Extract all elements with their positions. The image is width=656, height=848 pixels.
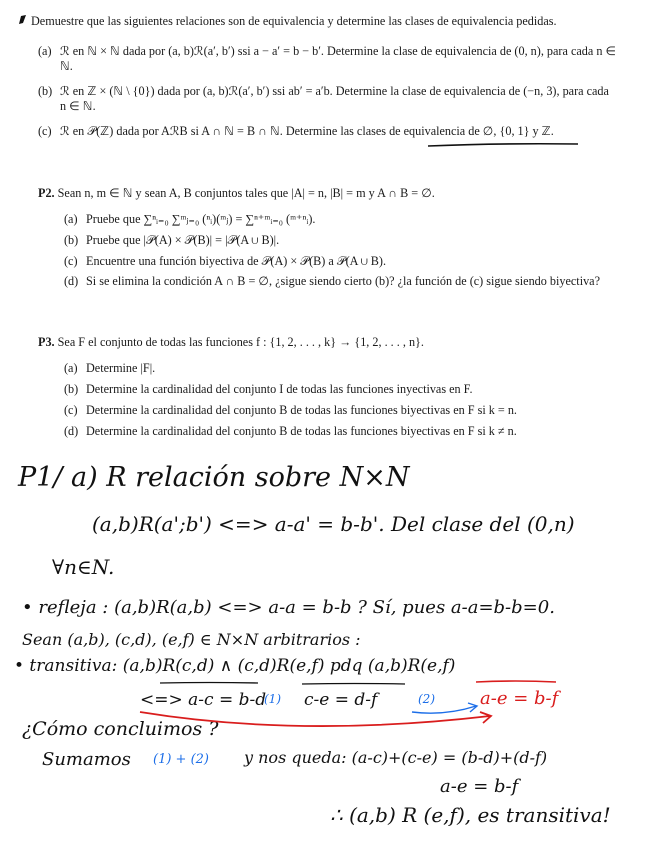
- red-underline-stroke: [476, 681, 556, 682]
- notes-line1: (a,b)R(a';b') <=> a-a' = b-b'. Del clase del (0,n): [92, 512, 575, 536]
- p1-item-b-text: ℛ en ℤ × (ℕ \ {0}) dada por (a, b)ℛ(a′, b′) ssi ab′ = a′b. Determine la clase de equivalencia de (−n, 3), para cada n ∈ ℕ.: [60, 84, 609, 113]
- p1-intro: Demuestre que las siguientes relaciones son de equivalencia y determine las clases de equivalencia pedidas.: [31, 14, 557, 28]
- notes-eq1: <=> a-c = b-d: [140, 690, 267, 710]
- notes-y-nos: y nos queda: (a-c)+(c-e) = (b-d)+(d-f): [244, 748, 548, 767]
- p1-intro-block: [18, 14, 638, 29]
- notes-reflexiva: • refleja : (a,b)R(a,b) <=> a-a = b-b ? Sí, pues a-a=b-b=0.: [22, 597, 555, 618]
- p2-item-b-label: (b): [64, 233, 79, 247]
- p3-item-d-label: (d): [64, 424, 79, 438]
- notes-sumamos: Sumamos: [42, 749, 131, 770]
- p3-item-d-text: Determine la cardinalidad del conjunto B de todas las funciones biyectivas en F si k ≠ n.: [86, 424, 517, 438]
- p1-item-a-label: (a): [38, 44, 52, 58]
- notes-como: ¿Cómo concluimos ?: [22, 718, 219, 740]
- p1-item-b: [38, 84, 618, 114]
- p3-item-c-label: (c): [64, 403, 78, 417]
- p2-item-c-text: Encuentre una función biyectiva de 𝒫(A) × 𝒫(B) a 𝒫(A ∪ B).: [86, 254, 387, 268]
- notes-transitiva: • transitiva: (a,b)R(c,d) ∧ (c,d)R(e,f) pdq (a,b)R(e,f): [14, 656, 456, 676]
- p2-item-a: [64, 212, 634, 227]
- p2-item-d-label: (d): [64, 274, 79, 288]
- notes-sum-tags: (1) + (2): [153, 752, 209, 767]
- notes-heading: P1/ a) R relación sobre N×N: [18, 462, 410, 493]
- p3-item-b-text: Determine la cardinalidad del conjunto I de todas las funciones inyectivas en F.: [86, 382, 473, 396]
- p3-item-a: [64, 361, 634, 376]
- p3-item-d: [64, 424, 634, 439]
- p2-intro: Sean n, m ∈ ℕ y sean A, B conjuntos tales que |A| = n, |B| = m y A ∩ B = ∅.: [57, 186, 435, 200]
- p2-tag: P2.: [38, 186, 55, 200]
- p2-item-d: [64, 274, 634, 289]
- p3-item-b: [64, 382, 634, 397]
- p2-item-c-label: (c): [64, 254, 78, 268]
- pen-mark-icon: [18, 14, 27, 29]
- p3-tag: P3.: [38, 335, 55, 349]
- p1-item-a-text: ℛ en ℕ × ℕ dada por (a, b)ℛ(a′, b′) ssi a − a′ = b − b′. Determine la clase de equivalencia de (0, n), para cada n ∈ ℕ.: [60, 44, 617, 73]
- p3-item-c-text: Determine la cardinalidad del conjunto B de todas las funciones biyectivas en F si k = n.: [86, 403, 517, 417]
- p3-item-a-text: Determine |F|.: [86, 361, 156, 375]
- notes-conclusion: ∴ (a,b) R (e,f), es transitiva!: [330, 803, 611, 827]
- notes-tag2: (2): [418, 692, 435, 706]
- p2-item-b-text: Pruebe que |𝒫(A) × 𝒫(B)| = |𝒫(A ∪ B)|.: [86, 233, 280, 247]
- underline-stroke: [428, 144, 578, 146]
- notes-result: a-e = b-f: [440, 776, 519, 797]
- p2-item-d-text: Si se elimina la condición A ∩ B = ∅, ¿sigue siendo cierto (b)? ¿la función de (c) sigue siendo biyectiva?: [86, 274, 600, 288]
- p2-item-a-label: (a): [64, 212, 78, 226]
- blue-arrow-icon: [412, 706, 476, 713]
- p3-intro: Sea F el conjunto de todas las funciones f : {1, 2, . . . , k} → {1, 2, . . . , n}.: [57, 335, 424, 349]
- notes-eq2: c-e = d-f: [304, 690, 378, 710]
- p3-item-b-label: (b): [64, 382, 79, 396]
- p1-item-c: [38, 124, 628, 139]
- notes-line2: ∀n∈N.: [52, 555, 115, 579]
- p2-item-b: [64, 233, 634, 248]
- p2-intro-block: [38, 186, 628, 201]
- notes-eq3: a-e = b-f: [480, 688, 559, 709]
- underline-stroke: [302, 684, 405, 685]
- p3-intro-block: [38, 335, 628, 350]
- p1-item-c-text: ℛ en 𝒫(ℤ) dada por AℛB si A ∩ ℕ = B ∩ ℕ. Determine las clases de equivalencia de ∅, {0, 1} y ℤ.: [60, 124, 554, 138]
- p1-item-b-label: (b): [38, 84, 53, 98]
- p1-item-a: [38, 44, 618, 74]
- p2-item-c: [64, 254, 634, 269]
- p3-item-c: [64, 403, 634, 418]
- p1-item-c-label: (c): [38, 124, 52, 138]
- underline-stroke: [420, 774, 618, 775]
- p2-item-a-text: Pruebe que ∑ⁿᵢ₌₀ ∑ᵐⱼ₌₀ (ⁿᵢ)(ᵐⱼ) = ∑ⁿ⁺ᵐᵢ₌₀ (ᵐ⁺ⁿᵢ).: [86, 212, 316, 226]
- p3-item-a-label: (a): [64, 361, 78, 375]
- notes-sean: Sean (a,b), (c,d), (e,f) ∈ N×N arbitrarios :: [22, 630, 361, 649]
- underline-stroke: [160, 683, 258, 684]
- notes-tag1: (1): [264, 692, 281, 706]
